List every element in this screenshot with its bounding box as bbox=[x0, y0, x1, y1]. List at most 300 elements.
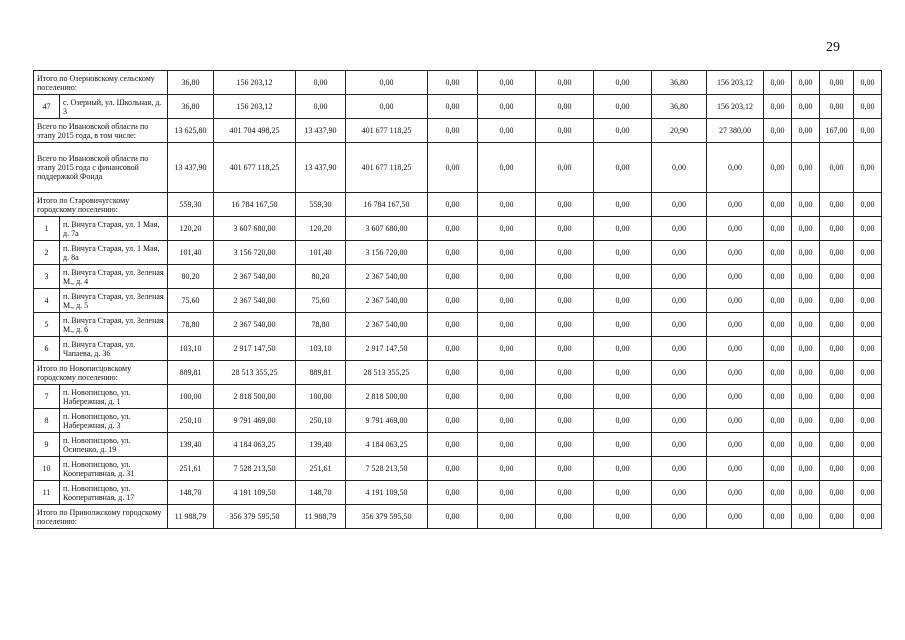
value-cell: 0,00 bbox=[478, 313, 536, 337]
value-cell: 0,00 bbox=[707, 337, 764, 361]
row-number: 4 bbox=[34, 289, 60, 313]
table-row bbox=[34, 409, 882, 433]
value-cell: 28 513 355,25 bbox=[346, 361, 428, 385]
value-cell: 0,00 bbox=[478, 457, 536, 481]
value-cell: 0,00 bbox=[820, 433, 854, 457]
value-cell: 0,00 bbox=[792, 289, 820, 313]
value-cell: 0,00 bbox=[478, 217, 536, 241]
value-cell: 120,20 bbox=[296, 217, 346, 241]
value-cell: 0,00 bbox=[792, 95, 820, 119]
value-cell: 0,00 bbox=[594, 217, 652, 241]
value-cell: 139,40 bbox=[296, 433, 346, 457]
value-cell: 100,00 bbox=[168, 385, 214, 409]
value-cell: 0,00 bbox=[764, 217, 792, 241]
value-cell: 156 203,12 bbox=[214, 71, 296, 95]
value-cell: 75,60 bbox=[168, 289, 214, 313]
value-cell: 0,00 bbox=[820, 457, 854, 481]
value-cell: 4 184 063,25 bbox=[346, 433, 428, 457]
value-cell: 250,10 bbox=[296, 409, 346, 433]
value-cell: 148,70 bbox=[168, 481, 214, 505]
value-cell: 0,00 bbox=[428, 409, 478, 433]
value-cell: 0,00 bbox=[594, 433, 652, 457]
value-cell: 0,00 bbox=[764, 95, 792, 119]
value-cell: 0,00 bbox=[764, 143, 792, 193]
value-cell: 0,00 bbox=[792, 241, 820, 265]
value-cell: 0,00 bbox=[792, 217, 820, 241]
value-cell: 0,00 bbox=[346, 95, 428, 119]
value-cell: 0,00 bbox=[707, 481, 764, 505]
value-cell: 2 917 147,50 bbox=[346, 337, 428, 361]
value-cell: 0,00 bbox=[820, 313, 854, 337]
value-cell: 0,00 bbox=[707, 289, 764, 313]
value-cell: 36,80 bbox=[168, 71, 214, 95]
value-cell: 0,00 bbox=[820, 385, 854, 409]
value-cell: 0,00 bbox=[707, 313, 764, 337]
row-number: 5 bbox=[34, 313, 60, 337]
value-cell: 0,00 bbox=[536, 505, 594, 529]
value-cell: 0,00 bbox=[536, 337, 594, 361]
value-cell: 0,00 bbox=[792, 71, 820, 95]
value-cell: 167,00 bbox=[820, 119, 854, 143]
table-row bbox=[34, 241, 882, 265]
value-cell: 0,00 bbox=[346, 71, 428, 95]
value-cell: 36,80 bbox=[652, 95, 707, 119]
value-cell: 0,00 bbox=[536, 313, 594, 337]
value-cell: 0,00 bbox=[594, 265, 652, 289]
value-cell: 0,00 bbox=[652, 217, 707, 241]
value-cell: 0,00 bbox=[707, 265, 764, 289]
value-cell: 0,00 bbox=[764, 385, 792, 409]
value-cell: 0,00 bbox=[428, 457, 478, 481]
value-cell: 889,81 bbox=[168, 361, 214, 385]
value-cell: 0,00 bbox=[478, 361, 536, 385]
table-body bbox=[34, 71, 882, 529]
value-cell: 0,00 bbox=[820, 143, 854, 193]
value-cell: 2 367 540,00 bbox=[214, 265, 296, 289]
value-cell: 0,00 bbox=[707, 217, 764, 241]
value-cell: 28 513 355,25 bbox=[214, 361, 296, 385]
address-cell: п. Вичуга Старая, ул. 1 Мая, д. 7а bbox=[60, 217, 168, 241]
value-cell: 0,00 bbox=[536, 385, 594, 409]
value-cell: 0,00 bbox=[428, 119, 478, 143]
value-cell: 0,00 bbox=[536, 95, 594, 119]
value-cell: 0,00 bbox=[792, 457, 820, 481]
value-cell: 0,00 bbox=[652, 505, 707, 529]
value-cell: 0,00 bbox=[764, 289, 792, 313]
table-row bbox=[34, 457, 882, 481]
value-cell: 0,00 bbox=[428, 95, 478, 119]
value-cell: 0,00 bbox=[536, 481, 594, 505]
summary-row bbox=[34, 71, 882, 95]
summary-label: Итого по Новописцовскому городскому поселению: bbox=[34, 361, 168, 385]
value-cell: 0,00 bbox=[820, 217, 854, 241]
value-cell: 0,00 bbox=[428, 265, 478, 289]
address-cell: п. Вичуга Старая, ул. Чапаева, д. 36 bbox=[60, 337, 168, 361]
value-cell: 103,10 bbox=[168, 337, 214, 361]
value-cell: 0,00 bbox=[854, 433, 882, 457]
value-cell: 0,00 bbox=[478, 409, 536, 433]
value-cell: 20,90 bbox=[652, 119, 707, 143]
value-cell: 0,00 bbox=[594, 409, 652, 433]
value-cell: 0,00 bbox=[428, 337, 478, 361]
value-cell: 0,00 bbox=[854, 71, 882, 95]
value-cell: 78,80 bbox=[168, 313, 214, 337]
value-cell: 0,00 bbox=[820, 265, 854, 289]
value-cell: 0,00 bbox=[820, 289, 854, 313]
value-cell: 251,61 bbox=[168, 457, 214, 481]
value-cell: 0,00 bbox=[707, 193, 764, 217]
value-cell: 139,40 bbox=[168, 433, 214, 457]
value-cell: 0,00 bbox=[478, 119, 536, 143]
value-cell: 0,00 bbox=[428, 433, 478, 457]
value-cell: 0,00 bbox=[764, 71, 792, 95]
value-cell: 0,00 bbox=[478, 337, 536, 361]
value-cell: 0,00 bbox=[854, 385, 882, 409]
value-cell: 100,00 bbox=[296, 385, 346, 409]
value-cell: 0,00 bbox=[792, 505, 820, 529]
address-cell: п. Вичуга Старая, ул. Зеленая М., д. 4 bbox=[60, 265, 168, 289]
value-cell: 0,00 bbox=[536, 361, 594, 385]
address-cell: с. Озерный, ул. Школьная, д. 3 bbox=[60, 95, 168, 119]
address-cell: п. Новописцово, ул. Набережная, д. 3 bbox=[60, 409, 168, 433]
value-cell: 0,00 bbox=[820, 337, 854, 361]
address-cell: п. Новописцово, ул. Кооперативная, д. 17 bbox=[60, 481, 168, 505]
value-cell: 0,00 bbox=[764, 505, 792, 529]
value-cell: 0,00 bbox=[764, 193, 792, 217]
value-cell: 0,00 bbox=[652, 409, 707, 433]
value-cell: 0,00 bbox=[792, 385, 820, 409]
value-cell: 0,00 bbox=[428, 193, 478, 217]
value-cell: 0,00 bbox=[764, 265, 792, 289]
value-cell: 0,00 bbox=[707, 457, 764, 481]
summary-row bbox=[34, 193, 882, 217]
value-cell: 156 203,12 bbox=[214, 95, 296, 119]
row-number: 3 bbox=[34, 265, 60, 289]
value-cell: 0,00 bbox=[428, 505, 478, 529]
value-cell: 16 784 167,50 bbox=[346, 193, 428, 217]
value-cell: 0,00 bbox=[707, 143, 764, 193]
value-cell: 0,00 bbox=[652, 313, 707, 337]
value-cell: 0,00 bbox=[428, 241, 478, 265]
row-number: 47 bbox=[34, 95, 60, 119]
value-cell: 0,00 bbox=[764, 119, 792, 143]
value-cell: 16 784 167,50 bbox=[214, 193, 296, 217]
summary-label: Итого по Озерновскому сельскому поселению: bbox=[34, 71, 168, 95]
value-cell: 0,00 bbox=[854, 217, 882, 241]
table-row bbox=[34, 337, 882, 361]
value-cell: 0,00 bbox=[594, 241, 652, 265]
table-row bbox=[34, 385, 882, 409]
value-cell: 0,00 bbox=[594, 313, 652, 337]
value-cell: 0,00 bbox=[594, 71, 652, 95]
value-cell: 0,00 bbox=[820, 409, 854, 433]
table-row bbox=[34, 481, 882, 505]
value-cell: 401 677 118,25 bbox=[214, 143, 296, 193]
address-cell: п. Вичуга Старая, ул. Зеленая М., д. 5 bbox=[60, 289, 168, 313]
value-cell: 80,20 bbox=[168, 265, 214, 289]
row-number: 9 bbox=[34, 433, 60, 457]
value-cell: 4 184 063,25 bbox=[214, 433, 296, 457]
value-cell: 0,00 bbox=[792, 313, 820, 337]
value-cell: 0,00 bbox=[820, 71, 854, 95]
value-cell: 2 367 540,00 bbox=[346, 289, 428, 313]
value-cell: 0,00 bbox=[854, 289, 882, 313]
value-cell: 0,00 bbox=[296, 95, 346, 119]
value-cell: 0,00 bbox=[854, 457, 882, 481]
value-cell: 4 191 109,50 bbox=[214, 481, 296, 505]
value-cell: 0,00 bbox=[820, 361, 854, 385]
value-cell: 0,00 bbox=[536, 289, 594, 313]
table-row bbox=[34, 313, 882, 337]
value-cell: 13 437,90 bbox=[296, 143, 346, 193]
value-cell: 0,00 bbox=[594, 385, 652, 409]
value-cell: 0,00 bbox=[707, 361, 764, 385]
value-cell: 0,00 bbox=[296, 71, 346, 95]
value-cell: 0,00 bbox=[820, 193, 854, 217]
address-cell: п. Вичуга Старая, ул. Зеленая М., д. 6 bbox=[60, 313, 168, 337]
address-cell: п. Новописцово, ул. Набережная, д. 1 bbox=[60, 385, 168, 409]
value-cell: 0,00 bbox=[764, 361, 792, 385]
value-cell: 2 367 540,00 bbox=[346, 265, 428, 289]
summary-label: Итого по Приволжскому городскому поселению: bbox=[34, 505, 168, 529]
summary-row bbox=[34, 361, 882, 385]
value-cell: 0,00 bbox=[820, 95, 854, 119]
value-cell: 0,00 bbox=[478, 385, 536, 409]
value-cell: 0,00 bbox=[536, 265, 594, 289]
value-cell: 0,00 bbox=[854, 193, 882, 217]
value-cell: 11 988,79 bbox=[168, 505, 214, 529]
value-cell: 0,00 bbox=[536, 241, 594, 265]
value-cell: 0,00 bbox=[707, 505, 764, 529]
value-cell: 0,00 bbox=[764, 241, 792, 265]
value-cell: 0,00 bbox=[536, 119, 594, 143]
value-cell: 101,40 bbox=[168, 241, 214, 265]
value-cell: 0,00 bbox=[652, 241, 707, 265]
value-cell: 3 607 680,00 bbox=[346, 217, 428, 241]
value-cell: 0,00 bbox=[594, 361, 652, 385]
value-cell: 0,00 bbox=[478, 193, 536, 217]
value-cell: 0,00 bbox=[764, 313, 792, 337]
value-cell: 0,00 bbox=[652, 385, 707, 409]
value-cell: 0,00 bbox=[764, 409, 792, 433]
value-cell: 0,00 bbox=[478, 95, 536, 119]
value-cell: 0,00 bbox=[820, 241, 854, 265]
address-cell: п. Новописцово, ул. Кооперативная, д. 31 bbox=[60, 457, 168, 481]
value-cell: 0,00 bbox=[652, 457, 707, 481]
value-cell: 0,00 bbox=[854, 143, 882, 193]
value-cell: 2 818 500,00 bbox=[214, 385, 296, 409]
value-cell: 559,30 bbox=[296, 193, 346, 217]
value-cell: 0,00 bbox=[594, 143, 652, 193]
value-cell: 2 367 540,00 bbox=[214, 289, 296, 313]
summary-row bbox=[34, 119, 882, 143]
value-cell: 0,00 bbox=[764, 457, 792, 481]
value-cell: 101,40 bbox=[296, 241, 346, 265]
value-cell: 7 528 213,50 bbox=[214, 457, 296, 481]
value-cell: 0,00 bbox=[792, 193, 820, 217]
value-cell: 0,00 bbox=[820, 505, 854, 529]
value-cell: 401 704 498,25 bbox=[214, 119, 296, 143]
table-row bbox=[34, 265, 882, 289]
value-cell: 0,00 bbox=[478, 71, 536, 95]
value-cell: 0,00 bbox=[478, 265, 536, 289]
summary-row bbox=[34, 143, 882, 193]
value-cell: 0,00 bbox=[428, 385, 478, 409]
value-cell: 0,00 bbox=[536, 193, 594, 217]
table-row bbox=[34, 217, 882, 241]
value-cell: 0,00 bbox=[536, 433, 594, 457]
value-cell: 0,00 bbox=[652, 337, 707, 361]
value-cell: 0,00 bbox=[764, 481, 792, 505]
value-cell: 0,00 bbox=[594, 337, 652, 361]
value-cell: 0,00 bbox=[854, 409, 882, 433]
value-cell: 0,00 bbox=[792, 143, 820, 193]
value-cell: 11 988,79 bbox=[296, 505, 346, 529]
value-cell: 0,00 bbox=[707, 385, 764, 409]
value-cell: 0,00 bbox=[594, 119, 652, 143]
value-cell: 0,00 bbox=[854, 481, 882, 505]
row-number: 10 bbox=[34, 457, 60, 481]
value-cell: 2 818 500,00 bbox=[346, 385, 428, 409]
value-cell: 0,00 bbox=[594, 481, 652, 505]
value-cell: 120,20 bbox=[168, 217, 214, 241]
value-cell: 27 380,00 bbox=[707, 119, 764, 143]
value-cell: 0,00 bbox=[428, 361, 478, 385]
value-cell: 0,00 bbox=[536, 143, 594, 193]
value-cell: 0,00 bbox=[707, 433, 764, 457]
value-cell: 0,00 bbox=[652, 265, 707, 289]
value-cell: 0,00 bbox=[594, 289, 652, 313]
value-cell: 0,00 bbox=[854, 95, 882, 119]
value-cell: 0,00 bbox=[536, 71, 594, 95]
value-cell: 4 191 109,50 bbox=[346, 481, 428, 505]
value-cell: 0,00 bbox=[652, 433, 707, 457]
value-cell: 156 203,12 bbox=[707, 71, 764, 95]
value-cell: 0,00 bbox=[764, 433, 792, 457]
value-cell: 0,00 bbox=[792, 481, 820, 505]
summary-label: Всего по Ивановской области по этапу 2015 года, в том числе: bbox=[34, 119, 168, 143]
value-cell: 0,00 bbox=[854, 119, 882, 143]
summary-label: Всего по Ивановской области по этапу 2015 года с финансовой поддержкой Фонда bbox=[34, 143, 168, 193]
value-cell: 0,00 bbox=[478, 505, 536, 529]
value-cell: 156 203,12 bbox=[707, 95, 764, 119]
value-cell: 13 625,80 bbox=[168, 119, 214, 143]
value-cell: 0,00 bbox=[854, 265, 882, 289]
value-cell: 0,00 bbox=[652, 481, 707, 505]
value-cell: 0,00 bbox=[428, 71, 478, 95]
value-cell: 401 677 118,25 bbox=[346, 119, 428, 143]
row-number: 11 bbox=[34, 481, 60, 505]
value-cell: 0,00 bbox=[594, 505, 652, 529]
table-row bbox=[34, 433, 882, 457]
address-cell: п. Вичуга Старая, ул. 1 Мая, д. 8а bbox=[60, 241, 168, 265]
value-cell: 0,00 bbox=[707, 241, 764, 265]
value-cell: 36,80 bbox=[652, 71, 707, 95]
value-cell: 0,00 bbox=[536, 217, 594, 241]
value-cell: 7 528 213,50 bbox=[346, 457, 428, 481]
value-cell: 0,00 bbox=[707, 409, 764, 433]
value-cell: 0,00 bbox=[652, 361, 707, 385]
row-number: 1 bbox=[34, 217, 60, 241]
row-number: 7 bbox=[34, 385, 60, 409]
value-cell: 0,00 bbox=[792, 337, 820, 361]
value-cell: 0,00 bbox=[536, 457, 594, 481]
value-cell: 0,00 bbox=[792, 265, 820, 289]
value-cell: 2 367 540,00 bbox=[346, 313, 428, 337]
value-cell: 0,00 bbox=[792, 409, 820, 433]
summary-row bbox=[34, 505, 882, 529]
value-cell: 0,00 bbox=[792, 361, 820, 385]
row-number: 8 bbox=[34, 409, 60, 433]
value-cell: 36,80 bbox=[168, 95, 214, 119]
value-cell: 0,00 bbox=[652, 193, 707, 217]
value-cell: 2 367 540,00 bbox=[214, 313, 296, 337]
row-number: 2 bbox=[34, 241, 60, 265]
value-cell: 0,00 bbox=[792, 119, 820, 143]
value-cell: 0,00 bbox=[428, 143, 478, 193]
value-cell: 0,00 bbox=[428, 217, 478, 241]
value-cell: 0,00 bbox=[652, 143, 707, 193]
value-cell: 3 156 720,00 bbox=[214, 241, 296, 265]
value-cell: 148,70 bbox=[296, 481, 346, 505]
value-cell: 0,00 bbox=[536, 409, 594, 433]
value-cell: 356 379 595,50 bbox=[214, 505, 296, 529]
value-cell: 3 156 720,00 bbox=[346, 241, 428, 265]
value-cell: 0,00 bbox=[478, 143, 536, 193]
value-cell: 0,00 bbox=[594, 457, 652, 481]
summary-label: Итого по Старовичугскому городскому поселению: bbox=[34, 193, 168, 217]
value-cell: 9 791 469,00 bbox=[214, 409, 296, 433]
table-row bbox=[34, 95, 882, 119]
row-number: 6 bbox=[34, 337, 60, 361]
address-cell: п. Новописцово, ул. Осипенко, д. 19 bbox=[60, 433, 168, 457]
value-cell: 0,00 bbox=[478, 481, 536, 505]
value-cell: 0,00 bbox=[478, 241, 536, 265]
value-cell: 0,00 bbox=[478, 289, 536, 313]
value-cell: 0,00 bbox=[854, 361, 882, 385]
value-cell: 0,00 bbox=[854, 337, 882, 361]
value-cell: 75,60 bbox=[296, 289, 346, 313]
value-cell: 9 791 469,00 bbox=[346, 409, 428, 433]
value-cell: 0,00 bbox=[428, 289, 478, 313]
value-cell: 0,00 bbox=[764, 337, 792, 361]
value-cell: 0,00 bbox=[854, 241, 882, 265]
value-cell: 0,00 bbox=[594, 193, 652, 217]
value-cell: 0,00 bbox=[652, 289, 707, 313]
value-cell: 0,00 bbox=[854, 505, 882, 529]
value-cell: 356 379 595,50 bbox=[346, 505, 428, 529]
value-cell: 0,00 bbox=[478, 433, 536, 457]
value-cell: 559,30 bbox=[168, 193, 214, 217]
value-cell: 78,80 bbox=[296, 313, 346, 337]
value-cell: 0,00 bbox=[594, 95, 652, 119]
value-cell: 401 677 118,25 bbox=[346, 143, 428, 193]
value-cell: 13 437,90 bbox=[296, 119, 346, 143]
value-cell: 13 437,90 bbox=[168, 143, 214, 193]
value-cell: 2 917 147,50 bbox=[214, 337, 296, 361]
table-row bbox=[34, 289, 882, 313]
resettlement-table bbox=[33, 70, 882, 529]
value-cell: 0,00 bbox=[792, 433, 820, 457]
value-cell: 0,00 bbox=[428, 481, 478, 505]
value-cell: 80,20 bbox=[296, 265, 346, 289]
value-cell: 0,00 bbox=[428, 313, 478, 337]
value-cell: 0,00 bbox=[854, 313, 882, 337]
value-cell: 3 607 680,00 bbox=[214, 217, 296, 241]
value-cell: 251,61 bbox=[296, 457, 346, 481]
value-cell: 103,10 bbox=[296, 337, 346, 361]
value-cell: 250,10 bbox=[168, 409, 214, 433]
